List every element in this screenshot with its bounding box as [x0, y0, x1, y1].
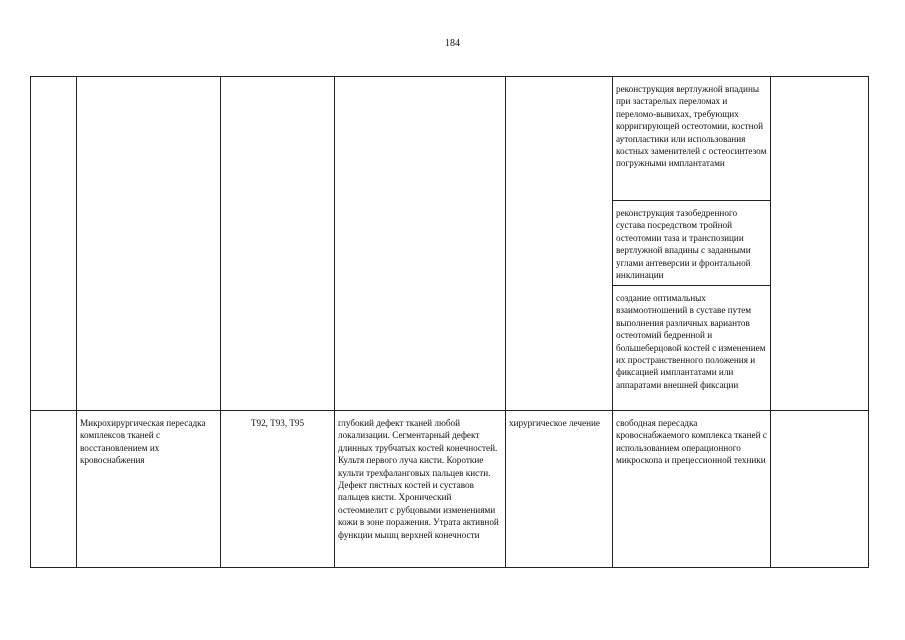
- codes-cell: T92, T93, T95: [221, 411, 335, 568]
- method-cell: свободная пересадка кровоснабжаемого комплекса тканей с использованием операционного микроскопа и прецессионной техники: [613, 411, 771, 568]
- model-cell: [335, 77, 506, 411]
- codes-cell: [221, 77, 335, 411]
- method-cell: создание оптимальных взаимоотношений в суставе путем выполнения различных вариантов остеотомий бедренной и большеберцовой костей с изменением их пространственного положения и фиксацией имплантатами или аппаратами внешней фиксации: [613, 286, 771, 411]
- method-cell: реконструкция тазобедренного сустава посредством тройной остеотомии таза и транспозиции вертлужной впадины с заданными углами антеверсии и фронтальной инклинации: [613, 201, 771, 286]
- cost-cell: [771, 77, 869, 411]
- treatment-cell: [506, 77, 613, 411]
- method-cell: реконструкция вертлужной впадины при застарелых переломах и переломо-вывихах, требующих корригирующей остеотомии, костной аутопластики или использования костных заменителей с остеосинтезом погружными имплантатами: [613, 77, 771, 201]
- table-row: [31, 77, 869, 201]
- name-cell: [77, 77, 221, 411]
- name-cell: Микрохирургическая пересадка комплексов тканей с восстановлением их кровоснабжения: [77, 411, 221, 568]
- treatment-cell: хирургическое лечение: [506, 411, 613, 568]
- medical-care-table: [30, 76, 869, 568]
- model-cell: глубокий дефект тканей любой локализации. Сегментарный дефект длинных трубчатых костей конечностей. Культя первого луча кисти. Короткие культи трехфаланговых пальцев кисти. Дефект пястных костей и суставов пальцев кисти. Хронический остеомиелит с рубцовыми изменениями кожи в зоне поражения. Утрата активной функции мышц верхней конечности: [335, 411, 506, 568]
- page-number: 184: [445, 38, 460, 49]
- table-row: [31, 411, 869, 568]
- index-cell: [31, 411, 77, 568]
- cost-cell: [771, 411, 869, 568]
- index-cell: [31, 77, 77, 411]
